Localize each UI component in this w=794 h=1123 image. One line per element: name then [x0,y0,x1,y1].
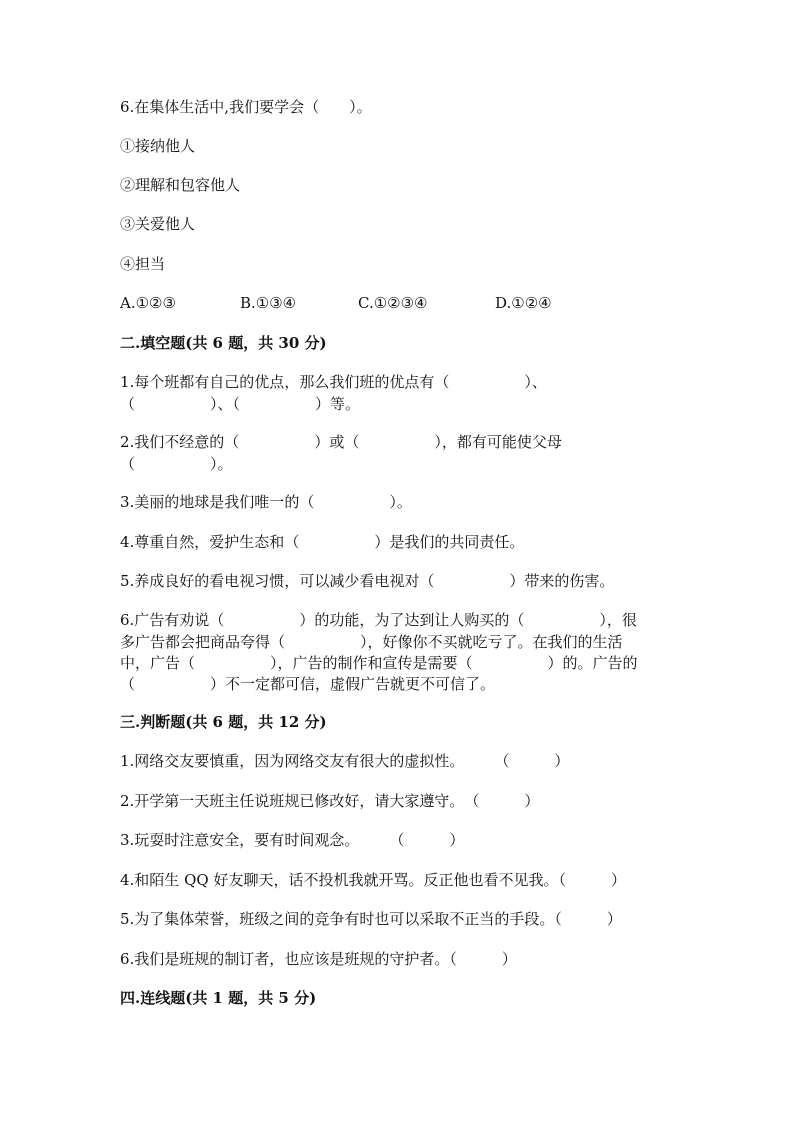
judge-q5: 5.为了集体荣誉，班级之间的竞争有时也可以采取不正当的手段。（ ） [120,910,622,928]
fill-q3: 3.美丽的地球是我们唯一的（ ）。 [120,493,412,511]
fill-q6-line2: 多广告都会把商品夸得（ ），好像你不买就吃亏了。在我们的生活 [120,633,623,651]
judge-q3: 3.玩耍时注意安全，要有时间观念。 （ ） [120,831,465,849]
option-item-4: ④担当 [120,255,166,273]
section-heading-judge: 三.判断题(共 6 题，共 12 分) [120,713,327,731]
choice-c: C.①②③④ [358,294,428,312]
judge-q6: 6.我们是班规的制订者，也应该是班规的守护者。（ ） [120,950,517,968]
judge-q4: 4.和陌生 QQ 好友聊天，话不投机我就开骂。反正他也看不见我。（ ） [120,871,626,889]
section-heading-fill: 二.填空题(共 6 题，共 30 分) [120,334,327,352]
judge-q2: 2.开学第一天班主任说班规已修改好，请大家遵守。 （ ） [120,792,540,810]
question-6-stem: 6.在集体生活中,我们要学会（ ）。 [120,98,372,116]
fill-q1-line2: （ ）、（ ）等。 [120,395,361,413]
choice-a: A.①②③ [120,294,176,312]
choice-b: B.①③④ [240,294,297,312]
fill-q6-line4: （ ）不一定都可信，虚假广告就更不可信了。 [120,675,496,693]
choice-d: D.①②④ [495,294,552,312]
section-heading-match: 四.连线题(共 1 题，共 5 分) [120,989,317,1007]
fill-q2-line2: （ ）。 [120,455,233,473]
fill-q2-line1: 2.我们不经意的（ ）或（ ），都有可能使父母 [120,433,562,451]
fill-q5: 5.养成良好的看电视习惯，可以减少看电视对（ ）带来的伤害。 [120,572,615,590]
fill-q6-line1: 6.广告有劝说（ ）的功能，为了达到让人购买的（ ），很 [120,611,637,629]
option-item-2: ②理解和包容他人 [120,176,241,194]
option-item-1: ①接纳他人 [120,137,196,155]
judge-q1: 1.网络交友要慎重，因为网络交友有很大的虚拟性。 （ ） [120,752,570,770]
option-item-3: ③关爱他人 [120,215,196,233]
fill-q1-line1: 1.每个班都有自己的优点，那么我们班的优点有（ ）、 [120,373,547,391]
fill-q6-line3: 中，广告（ ），广告的制作和宣传是需要（ ）的。广告的 [120,654,638,672]
fill-q4: 4.尊重自然，爱护生态和（ ）是我们的共同责任。 [120,533,525,551]
